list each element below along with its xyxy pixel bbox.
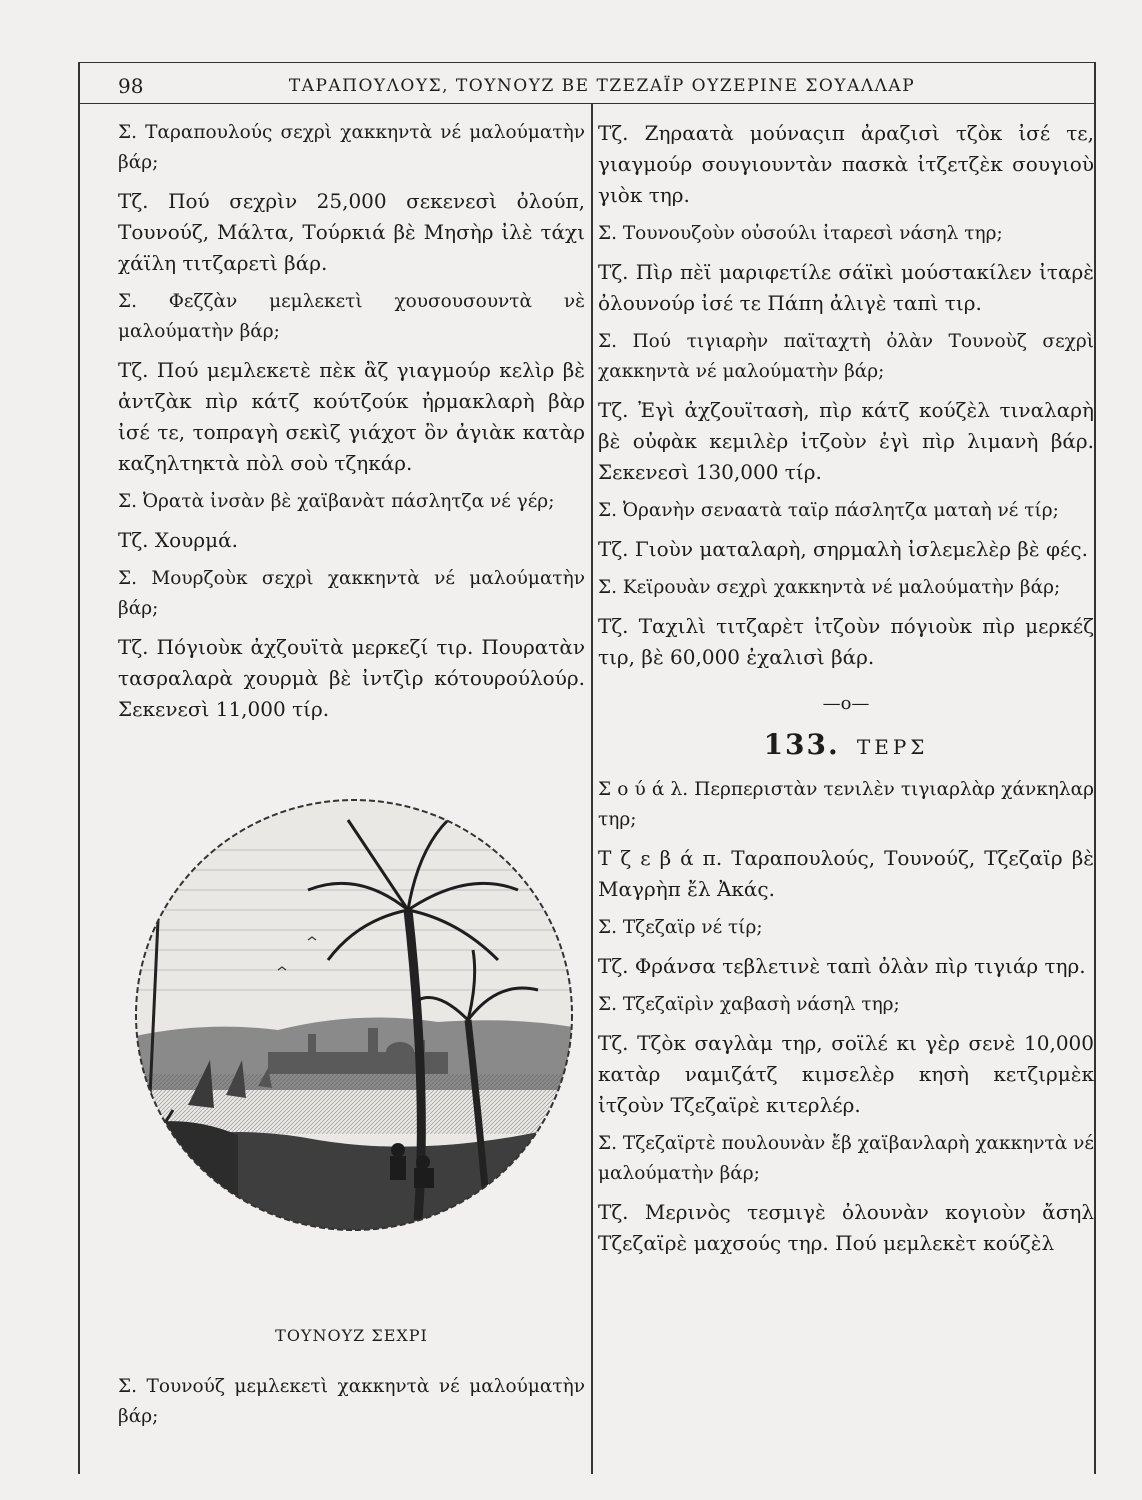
paragraph: Τζ. Χουρμά. <box>118 528 238 552</box>
paragraph: Σ. Μουρζοὺκ σεχρὶ χακκηντὰ νέ μαλούματὴν βάρ; <box>118 568 585 619</box>
section-title: ΤΕΡΣ <box>856 735 929 759</box>
paragraph: Τζ. Πού μεμλεκετὲ πὲκ ἂζ γιαγμούρ κελὶρ βὲ ἀντζὰκ πὶρ κάτζ κούτζούκ ἠρμακλαρὴ βὰρ ἰσέ τε, τοπραγὴ σεκὶζ γιάχοτ ὂν ἀγιὰκ κατὰρ καζηλτηκτὰ πὸλ σοὺ τζηκάρ. <box>118 358 585 475</box>
paragraph: Τζ. Ζηραατὰ μούναςιπ ἀραζισὶ τζὸκ ἰσέ τε, γιαγμούρ σουγιουντὰν πασκὰ ἰτζετζὲκ σουγιοὺ γιὸκ τηρ. <box>598 121 1094 207</box>
paragraph: Τζ. Πόγιοὺκ ἀχζουϊτὰ μερκεζί τιρ. Πουρατὰν τασραλαρὰ χουρμὰ βὲ ἰντζὶρ κότουρούλούρ. Σεκενεσὶ 11,000 τίρ. <box>118 635 585 721</box>
paragraph: Σ. Πού τιγιαρὴν παϊταχτὴ ὀλὰν Τουνοὺζ σεχρὶ χακκηντὰ νέ μαλούματὴν βάρ; <box>598 331 1094 382</box>
paragraph: Σ. Ὀρατὰ ἰνσὰν βὲ χαϊβανὰτ πάσλητζα νέ γέρ; <box>118 491 555 512</box>
paragraph: Τζ. Φράνσα τεβλετινὲ ταπὶ ὀλὰν πὶρ τιγιάρ τηρ. <box>598 954 1086 978</box>
paragraph: Τ ζ ε β ά π. Ταραπουλούς, Τουνούζ, Τζεζαϊρ βὲ Μαγρὴπ ἔλ Ἀκάς. <box>598 846 1094 901</box>
column-divider <box>591 104 593 1474</box>
right-column <box>598 118 1094 1267</box>
left-column-tail <box>118 1372 585 1440</box>
left-column <box>118 118 585 733</box>
paragraph: Σ. Κεϊρουὰν σεχρὶ χακκηντὰ νέ μαλούματὴν βάρ; <box>598 577 1061 598</box>
paragraph: Τζ. Γιοὺν ματαλαρὴ, σηρμαλὴ ἰσλεμελὲρ βὲ φές. <box>598 537 1088 561</box>
paragraph: Σ. Ταραπουλούς σεχρὶ χακκηντὰ νέ μαλούματὴν βάρ; <box>118 122 585 173</box>
running-title: ΤΑΡΑΠΟΥΛΟΥΣ, ΤΟΥΝΟΥΖ ΒΕ ΤΖΕΖΑΪΡ ΟΥΖΕΡΙΝΕ ΣΟΥΑΛΛΑΡ <box>288 76 916 96</box>
section-separator: —o— <box>822 693 870 714</box>
section-heading <box>598 728 1094 761</box>
paragraph: Τζ. Μερινὸς τεσμιγὲ ὀλουνὰν κογιοὺν ἄσηλ Τζεζαϊρὲ μαχσούς τηρ. Πού μεμλεκὲτ κούζὲλ <box>598 1200 1094 1255</box>
paragraph: Σ ο ύ ά λ. Περπεριστὰν τενιλὲν τιγιαρλὰρ χάνκηλαρ τηρ; <box>598 779 1094 830</box>
paragraph: Σ. Τζεζαϊρ νέ τίρ; <box>598 917 763 938</box>
paragraph: Σ. Τουνουζοὺν οὐσούλι ἰταρεσὶ νάσηλ τηρ; <box>598 223 1003 244</box>
section-number: 133. <box>763 728 840 761</box>
page-number: 98 <box>118 74 144 98</box>
paragraph: Τζ. Πὶρ πὲϊ μαριφετίλε σάϊκὶ μούστακίλεν ἰταρὲ ὀλουνούρ ἰσέ τε Πάπη ἀλιγὲ ταπὶ τιρ. <box>598 260 1094 315</box>
paragraph: Σ. Τζεζαϊρὶν χαβασὴ νάσηλ τηρ; <box>598 994 900 1015</box>
tunis-engraving <box>118 790 590 1240</box>
illustration-caption: ΤΟΥΝΟΥΖ ΣΕΧΡΙ <box>275 1326 428 1345</box>
paragraph: Σ. Φεζζὰν μεμλεκετὶ χουσουσουντὰ νὲ μαλούματὴν βάρ; <box>118 291 585 342</box>
paragraph: Σ. Ὀρανὴν σεναατὰ ταϊρ πάσλητζα ματαὴ νέ τίρ; <box>598 500 1059 521</box>
paragraph: Τζ. Πού σεχρὶν 25,000 σεκενεσὶ ὀλούπ, Τουνούζ, Μάλτα, Τούρκιά βὲ Μησὴρ ἰλὲ τάχι χάϊλη τιτζαρετὶ βάρ. <box>118 189 585 275</box>
paragraph: Τζ. Ἐγὶ ἀχζουϊτασὴ, πὶρ κάτζ κούζὲλ τιναλαρὴ βὲ οὐφὰκ κεμιλὲρ ἰτζοὺν ἐγὶ πὶρ λιμανὴ βάρ. Σεκενεσὶ 130,000 τίρ. <box>598 398 1094 484</box>
paragraph: Τζ. Ταχιλὶ τιτζαρὲτ ἰτζοὺν πόγιοὺκ πὶρ μερκέζ τιρ, βὲ 60,000 ἐχαλισὶ βάρ. <box>598 614 1094 669</box>
paragraph: Σ. Τζεζαϊρτὲ πουλουνὰν ἔβ χαϊβανλαρὴ χακκηντὰ νέ μαλούματὴν βάρ; <box>598 1133 1094 1184</box>
page-header <box>78 70 1096 104</box>
paragraph: Σ. Τουνούζ μεμλεκετὶ χακκηντὰ νέ μαλούματὴν βάρ; <box>118 1376 585 1427</box>
paragraph: Τζ. Τζὸκ σαγλὰμ τηρ, σοϊλέ κι γὲρ σενὲ 10,000 κατὰρ ναμιζάτζ κιμσελὲρ κησὴ κετζιρμὲκ ἰτζοὺν Τζεζαϊρὲ κιτερλέρ. <box>598 1031 1094 1117</box>
